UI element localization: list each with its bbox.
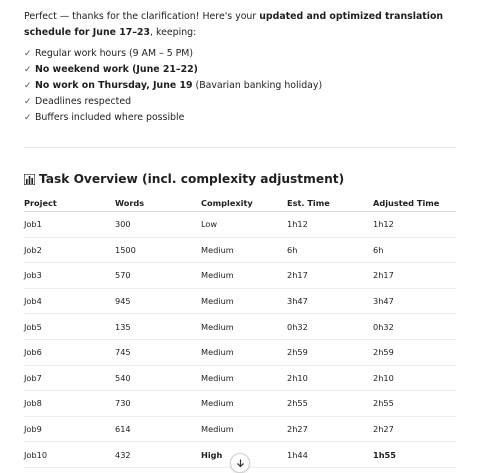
intro-paragraph	[24, 9, 458, 41]
section-divider	[24, 147, 456, 148]
table-cell: Low	[201, 212, 287, 238]
table-cell: 135	[115, 314, 201, 340]
table-cell: Medium	[201, 263, 287, 289]
column-header: Est. Time	[287, 194, 373, 212]
checkmark-icon: ✓	[24, 81, 32, 91]
table-cell: 2h17	[373, 263, 456, 289]
column-header: Adjusted Time	[373, 194, 456, 212]
table-cell: 0h32	[287, 314, 373, 340]
table-cell: 570	[115, 263, 201, 289]
table-cell: Job4	[24, 288, 115, 314]
checklist-suffix: (Bavarian banking holiday)	[192, 80, 323, 91]
table-cell: 1500	[115, 237, 201, 263]
intro-bold: updated and optimized translation schedule for June 17–23	[24, 11, 444, 38]
message-content	[24, 9, 458, 126]
checkmark-icon: ✓	[24, 97, 32, 107]
table-cell: Medium	[201, 391, 287, 417]
table-cell: 432	[115, 442, 201, 468]
checklist-item	[24, 94, 458, 110]
table-cell: 0h32	[373, 314, 456, 340]
table-cell: 2h10	[287, 365, 373, 391]
checklist-item	[24, 46, 458, 62]
table-cell: 2h27	[287, 416, 373, 442]
table-cell: Medium	[201, 416, 287, 442]
intro-suffix: , keeping:	[150, 27, 197, 38]
table-cell: 6h	[373, 237, 456, 263]
table-cell: Job9	[24, 416, 115, 442]
table-cell: 945	[115, 288, 201, 314]
table-cell: 745	[115, 339, 201, 365]
table-body	[24, 212, 456, 468]
checklist-text: Buffers included where possible	[35, 112, 185, 123]
checklist-item	[24, 78, 458, 94]
section-heading	[24, 172, 344, 186]
table-cell: Job2	[24, 237, 115, 263]
scroll-down-button[interactable]	[230, 453, 250, 473]
table-row	[24, 391, 456, 417]
table-cell: 614	[115, 416, 201, 442]
table-cell: 1h12	[373, 212, 456, 238]
table-cell: Job3	[24, 263, 115, 289]
bar-chart-icon	[24, 174, 35, 185]
table-cell: 1h55	[373, 442, 456, 468]
table-cell: 2h59	[373, 339, 456, 365]
column-header: Words	[115, 194, 201, 212]
table-cell: 540	[115, 365, 201, 391]
arrow-down-icon	[236, 459, 245, 468]
table-cell: 6h	[287, 237, 373, 263]
table-row	[24, 314, 456, 340]
table-cell: Job8	[24, 391, 115, 417]
requirements-checklist	[24, 46, 458, 126]
table-header-row	[24, 194, 456, 212]
checklist-bold: No weekend work (June 21–22)	[35, 64, 198, 75]
intro-text: Perfect — thanks for the clarification! Here's your	[24, 11, 260, 22]
checklist-text: Deadlines respected	[35, 96, 132, 107]
table-cell: 300	[115, 212, 201, 238]
table-cell: Medium	[201, 314, 287, 340]
checkmark-icon: ✓	[24, 65, 32, 75]
table-cell: 3h47	[373, 288, 456, 314]
table-cell: 1h12	[287, 212, 373, 238]
table-row	[24, 263, 456, 289]
table-cell: Medium	[201, 339, 287, 365]
table-cell: Medium	[201, 288, 287, 314]
table-cell: Job10	[24, 442, 115, 468]
table-cell: Job1	[24, 212, 115, 238]
column-header: Complexity	[201, 194, 287, 212]
table-cell: Medium	[201, 237, 287, 263]
table-cell: 2h55	[373, 391, 456, 417]
checklist-item	[24, 62, 458, 78]
table-cell: 3h47	[287, 288, 373, 314]
table-cell: High	[201, 442, 287, 468]
checkmark-icon: ✓	[24, 49, 32, 59]
table-cell: Job6	[24, 339, 115, 365]
table-row	[24, 237, 456, 263]
column-header: Project	[24, 194, 115, 212]
checkmark-icon: ✓	[24, 113, 32, 123]
table-cell: Medium	[201, 365, 287, 391]
table-row	[24, 212, 456, 238]
table-cell: 2h59	[287, 339, 373, 365]
table-cell: 2h10	[373, 365, 456, 391]
table-row	[24, 365, 456, 391]
table-row	[24, 339, 456, 365]
checklist-item	[24, 110, 458, 126]
table-cell: 2h17	[287, 263, 373, 289]
table-cell: 2h55	[287, 391, 373, 417]
table-cell: 730	[115, 391, 201, 417]
table-row	[24, 416, 456, 442]
table-row	[24, 288, 456, 314]
task-overview-table	[24, 194, 456, 468]
section-title: Task Overview (incl. complexity adjustment)	[39, 172, 345, 186]
table-cell: Job5	[24, 314, 115, 340]
table-cell: Job7	[24, 365, 115, 391]
table-cell: 1h44	[287, 442, 373, 468]
table-cell: 2h27	[373, 416, 456, 442]
checklist-text: Regular work hours (9 AM – 5 PM)	[35, 48, 194, 59]
checklist-bold: No work on Thursday, June 19	[35, 80, 193, 91]
